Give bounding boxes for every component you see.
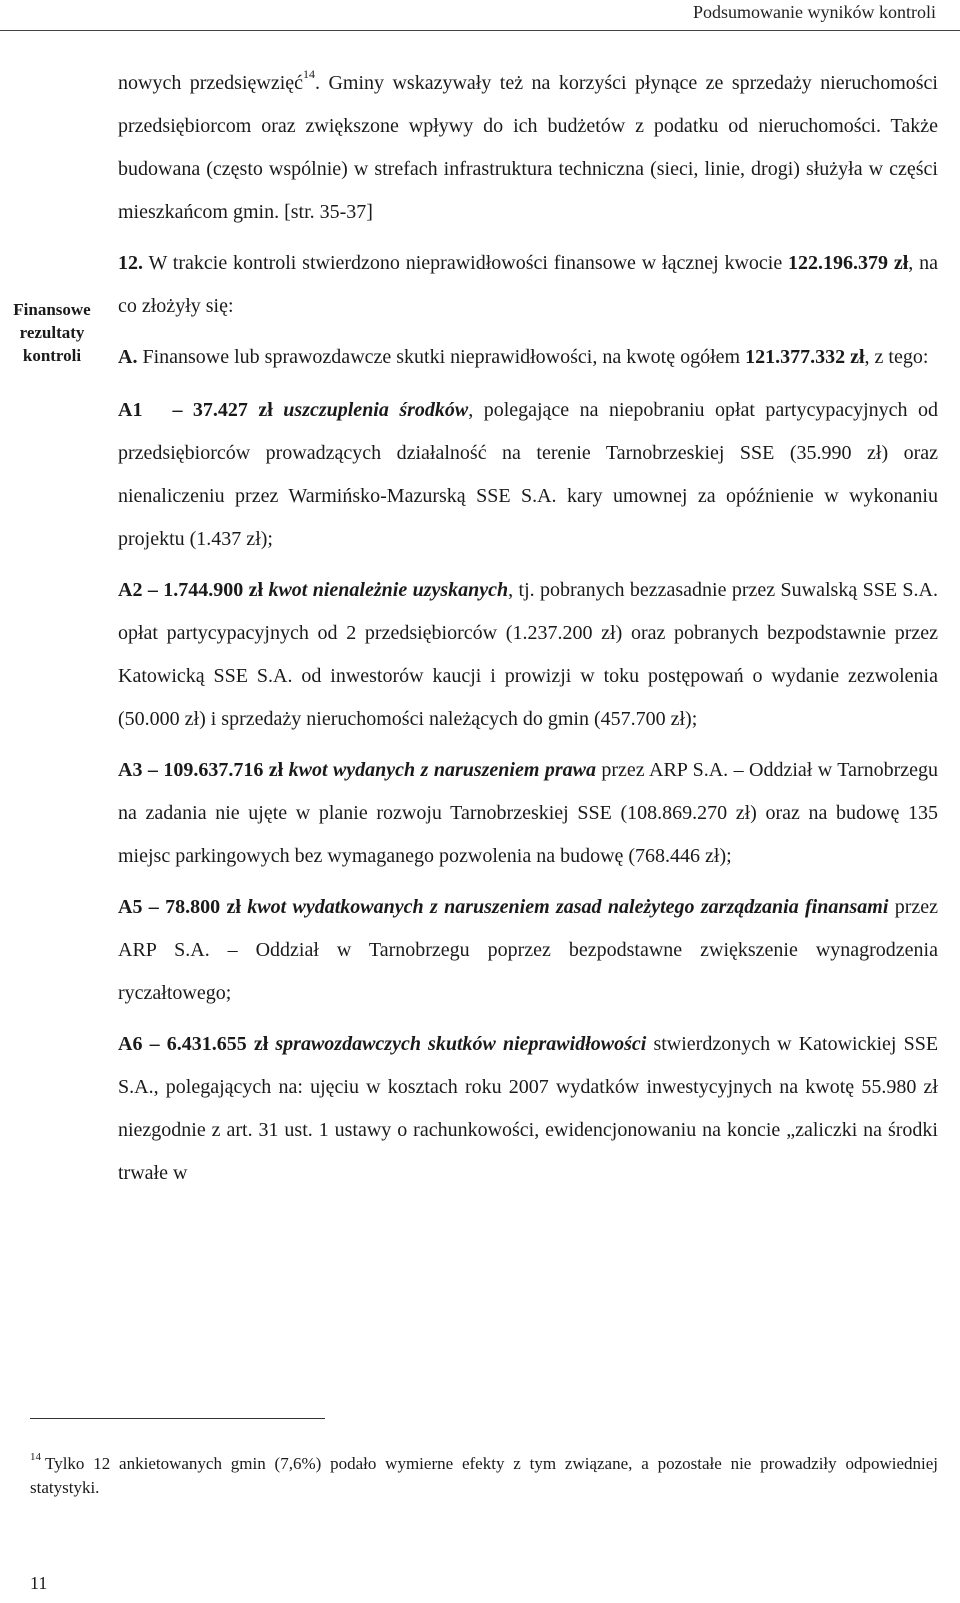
item-label: kwot wydatkowanych z naruszeniem zasad należytego zarządzania finansami [247,896,889,918]
item-code: A3 [118,759,143,781]
item-label: kwot nienależnie uzyskanych [268,579,509,601]
item-label: sprawozdawczych skutków nieprawidłowości [275,1033,647,1055]
item-sep: – [147,579,158,601]
item-a6 [118,1023,938,1195]
footnote-divider [30,1418,325,1419]
item-label: uszczuplenia środków [283,399,469,421]
section-letter: A. [118,346,138,368]
item-a1 [118,389,938,561]
margin-note-line: Finansowe [13,300,91,319]
item-a2 [118,569,938,741]
point-number: 12. [118,252,143,274]
footnote-ref: 14 [303,67,316,81]
item-sep: – [148,896,159,918]
point-text: W trakcie kontroli stwierdzono nieprawidłowości finansowe w łącznej kwocie [143,252,789,274]
item-a5 [118,886,938,1015]
item-sep: – [147,759,158,781]
margin-note-line: kontroli [22,346,82,365]
running-header: Podsumowanie wyników kontroli [693,2,936,22]
item-code: A6 [118,1033,143,1055]
main-text [118,62,938,1195]
section-text-cont: , z tego: [864,346,929,368]
footnote-text: Tylko 12 ankietowanych gmin (7,6%) podało wymierne efekty z tym związane, a pozostałe nie prowadziły odpowiedniej statystyki. [30,1454,938,1497]
header-divider [0,30,960,31]
page-number: 11 [30,1573,48,1593]
total-amount: 122.196.379 zł [788,252,909,274]
intro-paragraph [118,62,938,234]
item-text: , polegające na niepobraniu opłat partycypacyjnych od przedsiębiorców prowadzących działalność na terenie Tarnobrzeskiej SSE (35.990 zł) oraz nienaliczeniu przez Warmińsko-Mazurską SSE S.A. kary umownej za opóźnienie w wykonaniu projektu (1.437 zł); [118,399,939,550]
item-text: , tj. pobranych bezzasadnie przez Suwalską SSE S.A. opłat partycypacyjnych od 2 przedsiębiorców (1.237.200 zł) oraz pobranych bezpodstawnie przez Katowicką SSE S.A. od inwestorów kaucji i prowizji w toku postępowań o wydanie zezwolenia (50.000 zł) i sprzedaży nieruchomości należących do gmin (457.700 zł); [118,579,938,730]
point-text-cont: , na co złożyły się: [118,252,938,317]
item-code: A5 [118,896,143,918]
item-label: kwot wydanych z naruszeniem prawa [288,759,596,781]
item-a3 [118,749,938,878]
margin-note [2,298,102,367]
item-text: stwierdzonych w Katowickiej SSE S.A., polegających na: ujęciu w kosztach roku 2007 wydatków inwestycyjnych na kwotę 55.980 zł niezgodnie z art. 31 ust. 1 ustawy o rachunkowości, ewidencjonowaniu na koncie „zaliczki na środki trwałe w [118,1033,939,1184]
section-amount: 121.377.332 zł [745,346,865,368]
footnote [30,1452,938,1500]
item-amount: 37.427 zł [192,399,273,421]
item-amount: 78.800 zł [165,896,241,918]
point-12-paragraph [118,242,938,328]
item-amount: 6.431.655 zł [166,1033,269,1055]
section-a-paragraph [118,336,938,379]
item-sep: – [149,1033,160,1055]
item-sep: – [172,399,183,421]
item-code: A2 [118,579,143,601]
item-code: A1 [118,399,143,421]
item-amount: 1.744.900 zł [163,579,264,601]
item-text: przez ARP S.A. – Oddział w Tarnobrzegu na zadania nie ujęte w planie rozwoju Tarnobrzeskiej SSE (108.869.270 zł) oraz na budowę 135 miejsc parkingowych bez wymaganego pozwolenia na budowę (768.446 zł); [118,759,939,867]
footnote-number: 14 [30,1451,41,1463]
margin-note-line: rezultaty [19,323,85,342]
intro-text: nowych przedsięwzięć [118,72,304,94]
item-amount: 109.637.716 zł [163,759,284,781]
item-text: przez ARP S.A. – Oddział w Tarnobrzegu poprzez bezpodstawne zwiększenie wynagrodzenia ryczałtowego; [118,896,939,1004]
intro-text-cont: . Gminy wskazywały też na korzyści płynące ze sprzedaży nieruchomości przedsiębiorcom oraz zwiększone wpływy do ich budżetów z podatku od nieruchomości. Także budowana (często wspólnie) w strefach infrastruktura techniczna (sieci, linie, drogi) służyła w części mieszkańcom gmin. [str. 35-37] [118,72,938,223]
section-text: Finansowe lub sprawozdawcze skutki nieprawidłowości, na kwotę ogółem [137,346,746,368]
